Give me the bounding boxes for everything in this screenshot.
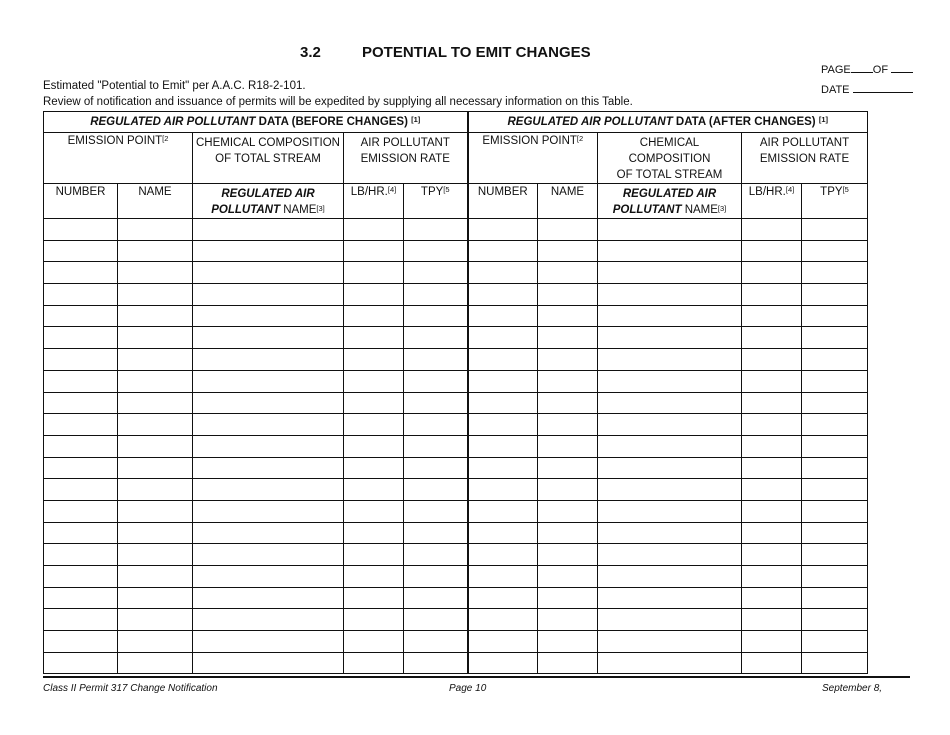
- entry-cell[interactable]: [742, 349, 802, 371]
- entry-cell[interactable]: [404, 305, 468, 327]
- entry-cell[interactable]: [193, 305, 344, 327]
- entry-cell[interactable]: [598, 457, 742, 479]
- table-row: [44, 284, 868, 306]
- entry-cell[interactable]: [598, 414, 742, 436]
- entry-cell[interactable]: [118, 652, 193, 674]
- entry-cell[interactable]: [404, 392, 468, 414]
- entry-cell[interactable]: [538, 305, 598, 327]
- entry-cell[interactable]: [538, 262, 598, 284]
- entry-cell[interactable]: [598, 609, 742, 631]
- emission-point-header: EMISSION $POINT^{[2}$: [44, 133, 193, 184]
- page-label: PAGE: [821, 64, 851, 76]
- entry-cell[interactable]: [598, 587, 742, 609]
- table-row: [44, 609, 868, 631]
- entry-cell[interactable]: [802, 566, 868, 588]
- after-changes-header: REGULATED AIR POLLUTANT DATA (AFTER CHANGES) [1]: [468, 112, 868, 133]
- entry-cell[interactable]: [118, 522, 193, 544]
- table-row: [44, 457, 868, 479]
- entry-cell[interactable]: [802, 327, 868, 349]
- entry-cell[interactable]: [538, 349, 598, 371]
- entry-cell[interactable]: [802, 500, 868, 522]
- entry-cell[interactable]: [344, 262, 404, 284]
- entry-cell[interactable]: [44, 587, 118, 609]
- entry-cell[interactable]: [404, 652, 468, 674]
- entry-cell[interactable]: [344, 479, 404, 501]
- entry-cell[interactable]: [118, 631, 193, 653]
- entry-cell[interactable]: [598, 219, 742, 241]
- entry-cell[interactable]: [468, 457, 538, 479]
- entry-cell[interactable]: [44, 566, 118, 588]
- entry-cell[interactable]: [538, 566, 598, 588]
- entry-cell[interactable]: [538, 435, 598, 457]
- section-title: POTENTIAL TO EMIT CHANGES: [362, 44, 591, 61]
- entry-cell[interactable]: [802, 652, 868, 674]
- footer-page-number: Page 10: [449, 683, 487, 694]
- entry-cell[interactable]: [404, 457, 468, 479]
- entry-cell[interactable]: [193, 566, 344, 588]
- tpy-header: $TPY^{[5}$: [404, 184, 468, 219]
- entry-cell[interactable]: [742, 479, 802, 501]
- entry-cell[interactable]: [404, 219, 468, 241]
- entry-cell[interactable]: [742, 652, 802, 674]
- entry-cell[interactable]: [802, 457, 868, 479]
- entry-cell[interactable]: [538, 500, 598, 522]
- entry-cell[interactable]: [802, 479, 868, 501]
- entry-cell[interactable]: [404, 544, 468, 566]
- entry-cell[interactable]: [598, 327, 742, 349]
- entry-cell[interactable]: [468, 522, 538, 544]
- entry-cell[interactable]: [404, 566, 468, 588]
- table-row: [44, 587, 868, 609]
- entry-cell[interactable]: [193, 631, 344, 653]
- entry-cell[interactable]: [802, 262, 868, 284]
- pollutant-name-header: REGULATED AIR POLLUTANT NAME[3]: [598, 184, 742, 219]
- entry-cell[interactable]: [742, 219, 802, 241]
- entry-cell[interactable]: [742, 414, 802, 436]
- table-row: [44, 262, 868, 284]
- table-row: [44, 349, 868, 371]
- entry-cell[interactable]: [344, 457, 404, 479]
- entry-cell[interactable]: [118, 305, 193, 327]
- entry-cell[interactable]: [742, 587, 802, 609]
- entry-cell[interactable]: [44, 392, 118, 414]
- entry-cell[interactable]: [742, 566, 802, 588]
- entry-cell[interactable]: [598, 522, 742, 544]
- entry-cell[interactable]: [468, 435, 538, 457]
- entry-cell[interactable]: [538, 631, 598, 653]
- entry-cell[interactable]: [44, 305, 118, 327]
- entry-cell[interactable]: [118, 349, 193, 371]
- entry-cell[interactable]: [742, 500, 802, 522]
- entry-cell[interactable]: [118, 240, 193, 262]
- entry-cell[interactable]: [118, 457, 193, 479]
- entry-cell[interactable]: [742, 305, 802, 327]
- table-row: [44, 219, 868, 241]
- pte-changes-table: [43, 111, 868, 674]
- entry-cell[interactable]: [468, 392, 538, 414]
- column-header-row: [44, 184, 868, 219]
- entry-cell[interactable]: [468, 479, 538, 501]
- entry-cell[interactable]: [538, 284, 598, 306]
- intro-line-1: Estimated "Potential to Emit" per A.A.C. R18-2-101.: [43, 80, 306, 92]
- entry-cell[interactable]: [802, 544, 868, 566]
- entry-cell[interactable]: [468, 652, 538, 674]
- entry-cell[interactable]: [742, 522, 802, 544]
- entry-cell[interactable]: [44, 284, 118, 306]
- intro-line-2: Review of notification and issuance of permits will be expedited by supplying all necessary information on this Table.: [43, 96, 633, 108]
- entry-cell[interactable]: [538, 522, 598, 544]
- entry-cell[interactable]: [538, 652, 598, 674]
- entry-cell[interactable]: [118, 414, 193, 436]
- entry-cell[interactable]: [118, 479, 193, 501]
- table-row: [44, 327, 868, 349]
- entry-cell[interactable]: [802, 219, 868, 241]
- entry-cell[interactable]: [44, 240, 118, 262]
- entry-cell[interactable]: [742, 544, 802, 566]
- entry-cell[interactable]: [44, 414, 118, 436]
- entry-cell[interactable]: [118, 500, 193, 522]
- entry-cell[interactable]: [404, 240, 468, 262]
- entry-cell[interactable]: [193, 240, 344, 262]
- chemical-composition-header: CHEMICAL COMPOSITION OF TOTAL STREAM: [193, 133, 344, 184]
- entry-cell[interactable]: [802, 435, 868, 457]
- entry-cell[interactable]: [468, 262, 538, 284]
- entry-cell[interactable]: [598, 240, 742, 262]
- entry-cell[interactable]: [118, 370, 193, 392]
- entry-cell[interactable]: [538, 479, 598, 501]
- entry-cell[interactable]: [802, 349, 868, 371]
- entry-cell[interactable]: [598, 262, 742, 284]
- column-group-row: [44, 133, 868, 184]
- entry-cell[interactable]: [44, 631, 118, 653]
- date-blank[interactable]: [853, 81, 913, 93]
- entry-cell[interactable]: [44, 435, 118, 457]
- emission-rate-header: AIR POLLUTANT EMISSION RATE: [742, 133, 868, 184]
- lb-hr-header: LB/HR.[4]: [344, 184, 404, 219]
- entry-cell[interactable]: [468, 219, 538, 241]
- entry-cell[interactable]: [468, 349, 538, 371]
- entry-cell[interactable]: [44, 522, 118, 544]
- table-row: [44, 479, 868, 501]
- footer-rule: [43, 676, 910, 678]
- entry-cell[interactable]: [344, 522, 404, 544]
- entry-cell[interactable]: [118, 609, 193, 631]
- entry-cell[interactable]: [193, 479, 344, 501]
- before-changes-header: REGULATED AIR POLLUTANT DATA (BEFORE CHANGES) [1]: [44, 112, 468, 133]
- table-row: [44, 240, 868, 262]
- entry-cell[interactable]: [44, 652, 118, 674]
- entry-cell[interactable]: [468, 327, 538, 349]
- entry-cell[interactable]: [468, 500, 538, 522]
- page-number-blank[interactable]: [851, 61, 873, 73]
- table-row: [44, 370, 868, 392]
- entry-cell[interactable]: [742, 631, 802, 653]
- table-row: [44, 522, 868, 544]
- entry-cell[interactable]: [468, 566, 538, 588]
- entry-cell[interactable]: [598, 544, 742, 566]
- emission-point-header: EMISSION $POINT^{[2}$: [468, 133, 598, 184]
- number-header: NUMBER: [468, 184, 538, 219]
- table-row: [44, 392, 868, 414]
- entry-cell[interactable]: [404, 435, 468, 457]
- entry-cell[interactable]: [344, 284, 404, 306]
- entry-cell[interactable]: [742, 327, 802, 349]
- entry-cell[interactable]: [468, 587, 538, 609]
- entry-cell[interactable]: [193, 370, 344, 392]
- entry-cell[interactable]: [404, 370, 468, 392]
- entry-cell[interactable]: [468, 284, 538, 306]
- entry-cell[interactable]: [468, 609, 538, 631]
- entry-cell[interactable]: [742, 284, 802, 306]
- entry-cell[interactable]: [118, 587, 193, 609]
- entry-cell[interactable]: [468, 240, 538, 262]
- entry-cell[interactable]: [538, 327, 598, 349]
- entry-cell[interactable]: [538, 240, 598, 262]
- entry-cell[interactable]: [404, 587, 468, 609]
- entry-cell[interactable]: [404, 327, 468, 349]
- entry-cell[interactable]: [193, 457, 344, 479]
- entry-cell[interactable]: [802, 370, 868, 392]
- entry-cell[interactable]: [44, 544, 118, 566]
- entry-cell[interactable]: [404, 609, 468, 631]
- table-row: [44, 631, 868, 653]
- entry-cell[interactable]: [404, 284, 468, 306]
- entry-cell[interactable]: [598, 479, 742, 501]
- entry-cell[interactable]: [193, 284, 344, 306]
- table-row: [44, 435, 868, 457]
- entry-cell[interactable]: [344, 435, 404, 457]
- entry-cell[interactable]: [598, 392, 742, 414]
- footer-date: September 8,: [822, 683, 883, 694]
- entry-cell[interactable]: [193, 414, 344, 436]
- entry-cell[interactable]: [742, 609, 802, 631]
- entry-cell[interactable]: [598, 652, 742, 674]
- entry-cell[interactable]: [538, 609, 598, 631]
- entry-cell[interactable]: [598, 284, 742, 306]
- of-label: OF: [872, 64, 889, 76]
- entry-cell[interactable]: [404, 522, 468, 544]
- entry-cell[interactable]: [44, 327, 118, 349]
- name-header: NAME: [118, 184, 193, 219]
- entry-cell[interactable]: [742, 262, 802, 284]
- entry-cell[interactable]: [802, 587, 868, 609]
- entry-cell[interactable]: [193, 544, 344, 566]
- entry-cell[interactable]: [802, 392, 868, 414]
- number-header: NUMBER: [44, 184, 118, 219]
- entry-cell[interactable]: [598, 305, 742, 327]
- entry-cell[interactable]: [742, 457, 802, 479]
- entry-cell[interactable]: [193, 435, 344, 457]
- entry-cell[interactable]: [344, 414, 404, 436]
- entry-cell[interactable]: [468, 414, 538, 436]
- entry-cell[interactable]: [802, 240, 868, 262]
- entry-cell[interactable]: [118, 219, 193, 241]
- entry-cell[interactable]: [802, 284, 868, 306]
- entry-cell[interactable]: [802, 609, 868, 631]
- entry-cell[interactable]: [118, 544, 193, 566]
- entry-cell[interactable]: [44, 262, 118, 284]
- entry-cell[interactable]: [193, 522, 344, 544]
- entry-cell[interactable]: [404, 631, 468, 653]
- entry-cell[interactable]: [193, 327, 344, 349]
- entry-cell[interactable]: [118, 327, 193, 349]
- chemical-composition-header: CHEMICAL COMPOSITION OF TOTAL STREAM: [598, 133, 742, 184]
- entry-cell[interactable]: [193, 392, 344, 414]
- entry-cell[interactable]: [193, 349, 344, 371]
- entry-cell[interactable]: [193, 262, 344, 284]
- name-header: NAME: [538, 184, 598, 219]
- entry-cell[interactable]: [118, 566, 193, 588]
- entry-cell[interactable]: [802, 305, 868, 327]
- emission-rate-header: AIR POLLUTANT EMISSION RATE: [344, 133, 468, 184]
- table-row: [44, 566, 868, 588]
- entry-cell[interactable]: [802, 631, 868, 653]
- entry-cell[interactable]: [538, 457, 598, 479]
- entry-cell[interactable]: [742, 392, 802, 414]
- entry-cell[interactable]: [598, 349, 742, 371]
- entry-cell[interactable]: [468, 631, 538, 653]
- entry-cell[interactable]: [538, 544, 598, 566]
- lb-hr-header: LB/HR.[4]: [742, 184, 802, 219]
- entry-cell[interactable]: [468, 370, 538, 392]
- pollutant-name-header: REGULATED AIR POLLUTANT NAME[3]: [193, 184, 344, 219]
- entry-cell[interactable]: [344, 631, 404, 653]
- entry-cell[interactable]: [468, 544, 538, 566]
- date-field: [821, 81, 913, 97]
- entry-cell[interactable]: [193, 587, 344, 609]
- entry-cell[interactable]: [344, 652, 404, 674]
- entry-cell[interactable]: [118, 435, 193, 457]
- table-row: [44, 544, 868, 566]
- entry-cell[interactable]: [742, 240, 802, 262]
- entry-cell[interactable]: [538, 370, 598, 392]
- table-row: [44, 652, 868, 674]
- entry-cell[interactable]: [44, 370, 118, 392]
- entry-cell[interactable]: [344, 544, 404, 566]
- entry-cell[interactable]: [802, 522, 868, 544]
- entry-cell[interactable]: [118, 284, 193, 306]
- entry-cell[interactable]: [344, 305, 404, 327]
- entry-cell[interactable]: [118, 392, 193, 414]
- entry-cell[interactable]: [344, 327, 404, 349]
- entry-cell[interactable]: [404, 262, 468, 284]
- table-row: [44, 414, 868, 436]
- entry-cell[interactable]: [344, 566, 404, 588]
- entry-cell[interactable]: [598, 435, 742, 457]
- entry-cell[interactable]: [193, 219, 344, 241]
- table-row: [44, 500, 868, 522]
- page-total-blank[interactable]: [891, 61, 913, 73]
- entry-cell[interactable]: [538, 414, 598, 436]
- date-label: DATE: [821, 84, 850, 96]
- entry-cell[interactable]: [404, 479, 468, 501]
- entry-cell[interactable]: [118, 262, 193, 284]
- entry-cell[interactable]: [344, 587, 404, 609]
- section-number: 3.2: [300, 44, 321, 61]
- entry-cell[interactable]: [538, 392, 598, 414]
- entry-cell[interactable]: [344, 370, 404, 392]
- entry-cell[interactable]: [742, 435, 802, 457]
- tpy-header: $TPY^{[5}$: [802, 184, 868, 219]
- entry-cell[interactable]: [538, 219, 598, 241]
- entry-cell[interactable]: [344, 240, 404, 262]
- entry-cell[interactable]: [404, 414, 468, 436]
- entry-cell[interactable]: [598, 500, 742, 522]
- entry-cell[interactable]: [44, 349, 118, 371]
- entry-cell[interactable]: [44, 500, 118, 522]
- table-row: [44, 305, 868, 327]
- entry-cell[interactable]: [344, 392, 404, 414]
- page-of-field: [821, 61, 913, 77]
- entry-cell[interactable]: [538, 587, 598, 609]
- entry-cell[interactable]: [598, 566, 742, 588]
- entry-cell[interactable]: [598, 370, 742, 392]
- group-header-row: [44, 112, 868, 133]
- entry-cell[interactable]: [193, 500, 344, 522]
- entry-cell[interactable]: [404, 349, 468, 371]
- entry-cell[interactable]: [404, 500, 468, 522]
- entry-cell[interactable]: [193, 652, 344, 674]
- entry-cell[interactable]: [802, 414, 868, 436]
- entry-cell[interactable]: [344, 500, 404, 522]
- entry-cell[interactable]: [44, 609, 118, 631]
- entry-cell[interactable]: [44, 457, 118, 479]
- entry-cell[interactable]: [193, 609, 344, 631]
- entry-cell[interactable]: [44, 479, 118, 501]
- entry-cell[interactable]: [344, 349, 404, 371]
- entry-cell[interactable]: [468, 305, 538, 327]
- entry-cell[interactable]: [344, 219, 404, 241]
- footer-document-name: Class II Permit 317 Change Notification: [43, 683, 218, 694]
- entry-cell[interactable]: [598, 631, 742, 653]
- entry-cell[interactable]: [44, 219, 118, 241]
- entry-cell[interactable]: [742, 370, 802, 392]
- entry-cell[interactable]: [344, 609, 404, 631]
